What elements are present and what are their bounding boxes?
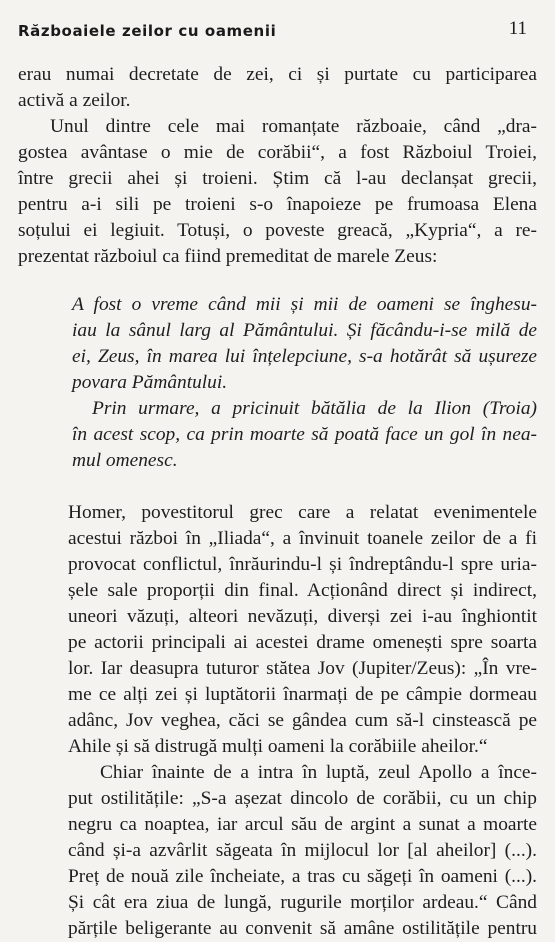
text-line: pe actorii principali ai acestei drame omenești spre soarta <box>68 632 537 653</box>
text-line: erau numai decretate de zei, ci și purtate cu participarea <box>18 64 537 85</box>
text-line: ei, Zeus, în marea lui înțelepciune, s-a hotărât să ușureze <box>72 346 537 367</box>
text-line: lor. Iar deasupra tuturor stătea Jov (Jupiter/Zeus): „În vre- <box>68 658 537 679</box>
spacer <box>18 474 537 500</box>
text-line: Și cât era ziua de lungă, rugurile morților ardeau.“ Când <box>68 892 537 913</box>
page-number: 11 <box>508 18 527 39</box>
block-quote <box>72 292 537 474</box>
text-line: put ostilitățile: „S-a așezat dincolo de corăbii, cu un chip <box>68 788 537 809</box>
paragraph <box>18 500 537 760</box>
text-line: Homer, povestitorul grec care a relatat evenimentele <box>68 502 537 523</box>
text-line: Unul dintre cele mai romanțate războaie, când „dra- <box>50 116 537 137</box>
text-line: mul omenesc. <box>72 450 178 471</box>
text-line: me ce alți zei și luptătorii înarmați de pe câmpie dormeau <box>68 684 537 705</box>
text-line: negru ca noaptea, iar arcul său de argint a sunat a moarte <box>68 814 537 835</box>
text-line: când și-a azvârlit săgeata în mijlocul lor [al aheilor] (...). <box>68 840 537 861</box>
text-line: pentru a-i sili pe troieni s-o înapoieze pe frumoasa Elena <box>18 194 537 215</box>
text-line: Prin urmare, a pricinuit bătălia de la Ilion (Troia) <box>92 398 537 419</box>
paragraph <box>18 62 537 114</box>
running-header <box>18 18 533 46</box>
text-line: soțului ei legiuit. Totuși, o poveste greacă, „Kypria“, a re- <box>18 220 537 241</box>
text-line: uneori văzuți, alteori nevăzuți, diverși zei i-au înghiontit <box>68 606 537 627</box>
text-line: în acest scop, ca prin moarte să poată face un gol în nea- <box>72 424 537 445</box>
text-line: prezentat războiul ca fiind premeditat de marele Zeus: <box>18 246 438 267</box>
chapter-title: Războaiele zeilor cu oamenii <box>18 22 277 40</box>
text-line: A fost o vreme când mii și mii de oameni se înghesu- <box>72 294 537 315</box>
text-line: adânc, Jov veghea, căci se gândea cum să-l cinstească pe <box>68 710 537 731</box>
text-line: activă a zeilor. <box>18 90 131 111</box>
text-line: acestui război în „Iliada“, a învinuit toanele zeilor de a fi <box>68 528 537 549</box>
text-line: șele sale proporții din final. Acționând direct și indirect, <box>68 580 537 601</box>
text-line: între grecii ahei și troieni. Știm că l-au declanșat grecii, <box>18 168 537 189</box>
paragraph <box>18 114 537 270</box>
text-line: povara Pământului. <box>72 372 228 393</box>
text-line: iau la sânul larg al Pământului. Și făcându-i-se milă de <box>72 320 537 341</box>
spacer <box>18 270 537 292</box>
quote-paragraph <box>72 292 537 396</box>
text-line: Chiar înainte de a intra în luptă, zeul Apollo a înce- <box>100 762 537 783</box>
paragraph <box>18 760 537 942</box>
text-line: provocat conflictul, înrăurindu-l și îndreptându-l spre uria- <box>68 554 537 575</box>
text-line: Preț de nouă zile încheiate, a tras cu săgeți în oameni (...). <box>68 866 537 887</box>
text-line: gostea avântase o mie de corăbii“, a fost Războiul Troiei, <box>18 142 537 163</box>
quote-paragraph <box>72 396 537 474</box>
text-line: Ahile și să distrugă mulți oameni la corăbiile aheilor.“ <box>68 736 488 757</box>
text-line: părțile beligerante au convenit să amâne ostilitățile pentru <box>68 918 537 939</box>
body-text <box>18 62 537 942</box>
